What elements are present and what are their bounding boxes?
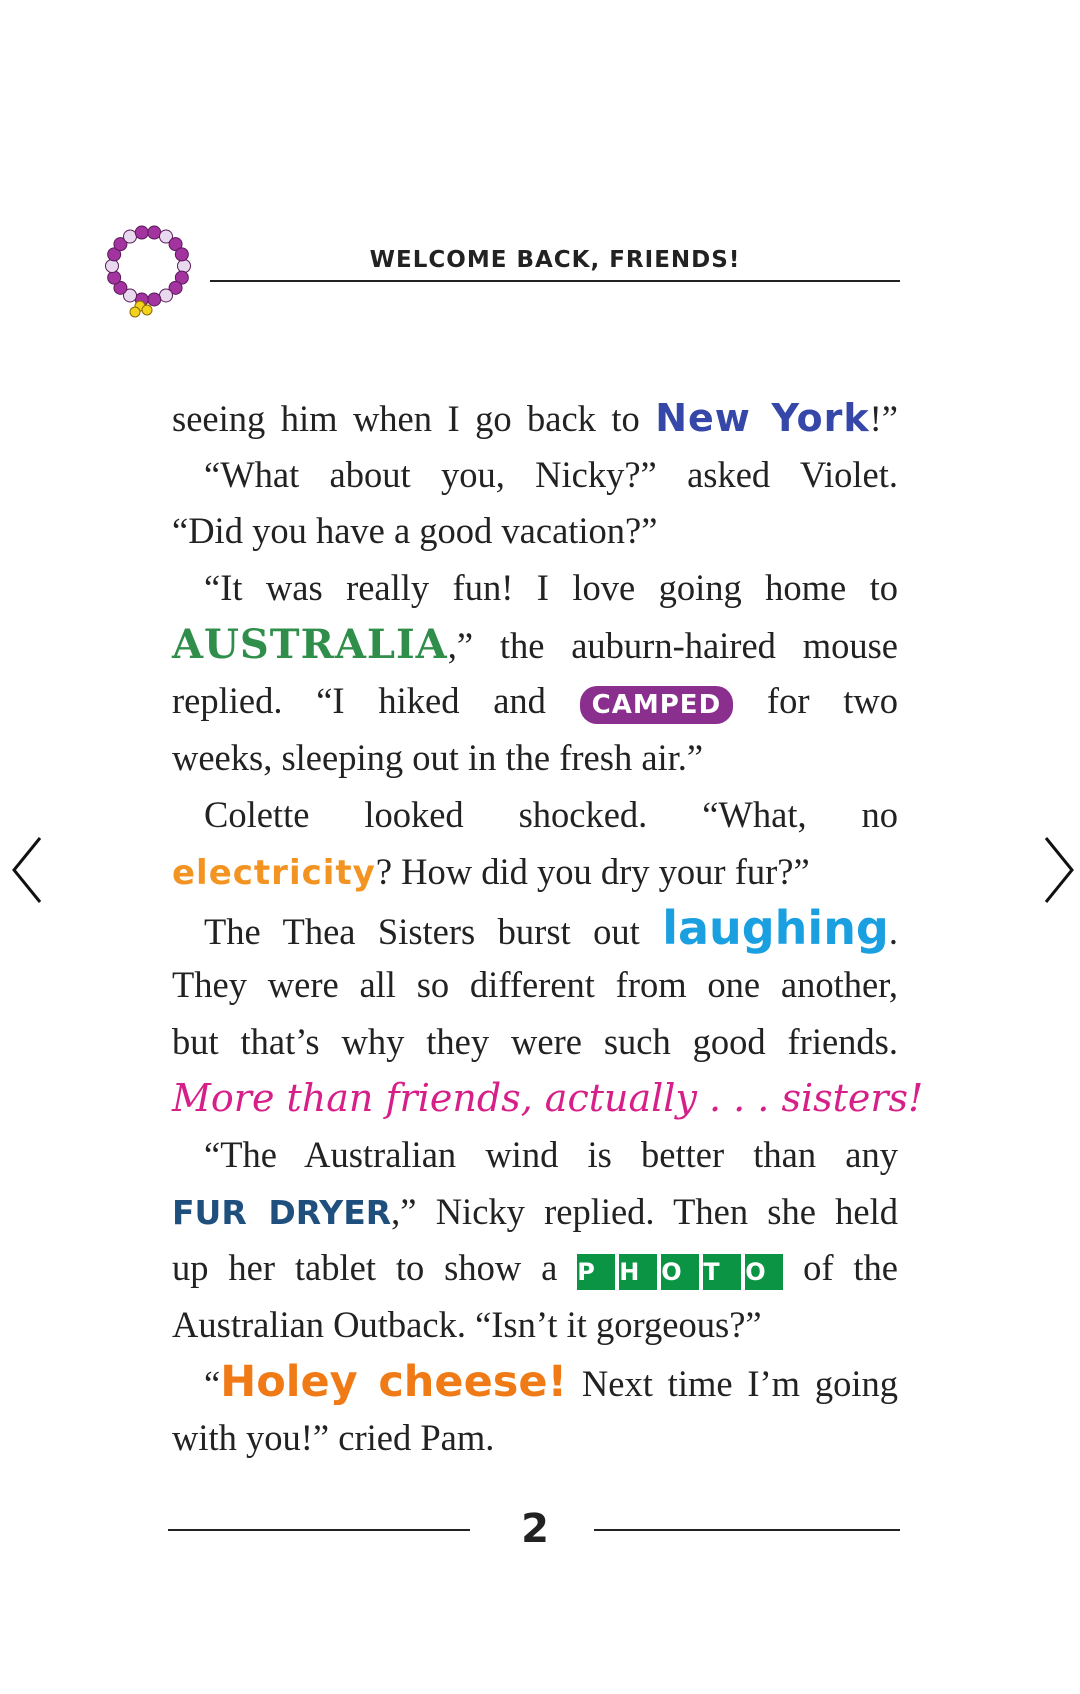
text-line: electricity? How did you dry your fur?”	[172, 850, 810, 893]
text-line: up her tablet to show a P H O T O of the	[172, 1247, 898, 1289]
holey-cheese-word-art: Holey cheese!	[220, 1356, 568, 1407]
photo-letter: P	[577, 1254, 615, 1290]
footer-rule-right	[594, 1529, 900, 1531]
text-line: “Did you have a good vacation?”	[172, 510, 658, 552]
photo-word-art	[577, 1254, 783, 1290]
bracelet-bead	[175, 248, 188, 261]
page-number: 2	[521, 1506, 549, 1552]
text-line: Australian Outback. “Isn’t it gorgeous?”	[172, 1304, 762, 1345]
footer-rule-left	[168, 1529, 470, 1531]
photo-letter: H	[619, 1254, 657, 1290]
text-line: They were all so different from one another,	[172, 963, 898, 1005]
electricity-word-art: electricity	[172, 852, 376, 893]
text-line: The Thea Sisters burst out laughing.	[204, 901, 898, 956]
bracelet-bead	[106, 260, 119, 273]
photo-letter: O	[661, 1254, 699, 1290]
bracelet-bead	[135, 226, 148, 239]
chevron-right-icon[interactable]	[1030, 830, 1080, 910]
text-line	[172, 1070, 924, 1127]
bracelet-bead	[160, 289, 173, 302]
photo-letter: O	[745, 1254, 783, 1290]
camped-word-art: CAMPED	[580, 686, 733, 724]
photo-letter: T	[703, 1254, 741, 1290]
text-line: with you!” cried Pam.	[172, 1417, 495, 1459]
bracelet-bead	[108, 271, 121, 284]
bracelet-bead	[148, 226, 161, 239]
new-york-word-art: New York	[655, 396, 870, 440]
header-rule	[210, 280, 900, 282]
page-body	[172, 390, 924, 1467]
running-header-title: WELCOME BACK, FRIENDS!	[369, 247, 741, 273]
text-line: seeing him when I go back to New York!”	[172, 396, 898, 440]
text-line: replied. “I hiked and CAMPED for two	[172, 673, 898, 730]
text-line: “What about you, Nicky?” asked Violet.	[204, 453, 898, 495]
text-line: “Holey cheese! Next time I’m going	[204, 1356, 899, 1407]
bracelet-bead	[178, 260, 191, 273]
text-line: AUSTRALIA,” the auburn-haired mouse	[172, 620, 898, 668]
text-line: but that’s why they were such good friends.	[172, 1020, 898, 1062]
text-line: weeks, sleeping out in the fresh air.”	[172, 737, 704, 779]
bracelet-bead	[124, 230, 137, 243]
text-line: Colette looked shocked. “What, no	[204, 793, 898, 835]
text-line: “It was really fun! I love going home to	[204, 567, 898, 609]
text-line: FUR DRYER,” Nicky replied. Then she held	[172, 1190, 898, 1232]
fur-dryer-word-art: FUR DRYER	[172, 1192, 392, 1232]
text-line: “The Australian wind is better than any	[204, 1133, 898, 1175]
beaded-bracelet-icon	[100, 220, 196, 320]
laughing-word-art: laughing	[662, 901, 889, 956]
australia-word-art: AUSTRALIA	[172, 620, 448, 668]
sisters-word-art: More than friends, actually . . . sisters!	[172, 1076, 924, 1121]
bracelet-bead	[148, 293, 161, 306]
chevron-left-icon[interactable]	[6, 830, 56, 910]
